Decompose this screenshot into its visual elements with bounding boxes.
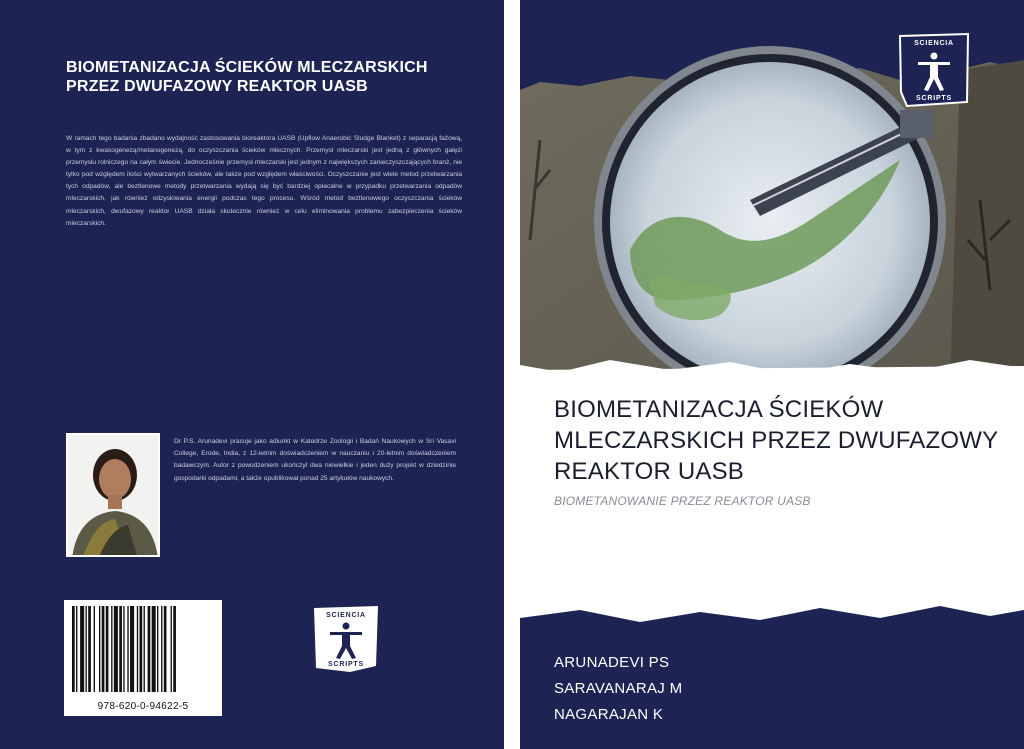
isbn-barcode — [64, 600, 222, 716]
svg-text:SCRIPTS: SCRIPTS — [916, 95, 952, 102]
back-cover — [0, 0, 504, 749]
author-photo — [66, 433, 160, 557]
book-description: W ramach tego badania zbadano wydajność zastosowania bioreaktora UASB (Upflow Anaerobic Sludge Blanket) z separacją faźową, w tym z kwasogenezą/metanogenezą, do oczyszczania ścieków mlecznych. Przemysł mleczarski jest jedną z głównych gałęzi przemysłu rolniczego na całym świecie. Jednocześnie przemysł mleczarski jest jednym z największych zanieczyszczających branż, nie tylko pod względem ilości wytwarzanych ścieków, ale także pod względem właściwości. Oczyszczanie jest wiele metod przetwarzania tych odpadów, ale beztlenowe metody przetwarzania wydają się być bardziej opłacalne w przypadku przetwarzania odpadów mleczarskich, jak również odzyskiwania energii podczas tego procesu. Wśród metod beztlenowego oczyszczania ścieków mleczarskich, dwufazowy reaktor UASB działa skutecznie również w celu eliminowania problemu zabezpieczenia ścieków mleczarskich. — [66, 135, 462, 227]
svg-text:SCIENCIA: SCIENCIA — [326, 612, 366, 619]
author-name: NAGARAJAN K — [554, 706, 664, 723]
sciencia-scripts-logo-icon — [897, 32, 971, 108]
author-list — [554, 650, 954, 728]
back-cover-title: BIOMETANIZACJA ŚCIEKÓW MLECZARSKICH PRZEZ DWUFAZOWY REAKTOR UASB — [66, 59, 428, 95]
svg-text:SCRIPTS: SCRIPTS — [328, 661, 364, 668]
book-subtitle: BIOMETANOWANIE PRZEZ REAKTOR UASB — [554, 494, 811, 508]
author-bio: Dr P.S. Arunadevi pracuje jako adiunkt w Katedrze Zoologii i Badań Naukowych w Sri Vasavi College, Erode, India, z 12-letnim doświadczeniem w nauczaniu i 20-letnim doświadczeniem badawczym. Autor z powodzeniem ukończył dwa niewielkie i jeden duży projekt w dziedzinie gospodarki odpadami, a także opublikował ponad 25 artykułów naukowych. — [174, 438, 456, 482]
front-cover — [520, 0, 1024, 749]
svg-text:SCIENCIA: SCIENCIA — [914, 40, 954, 47]
sciencia-scripts-logo-icon — [310, 602, 382, 674]
isbn-number: 978-620-0-94622-5 — [97, 701, 189, 712]
author-name: ARUNADEVI PS — [554, 654, 670, 671]
book-spine — [504, 0, 520, 749]
book-title: BIOMETANIZACJA ŚCIEKÓW MLECZARSKICH PRZEZ DWUFAZOWY REAKTOR UASB — [554, 396, 998, 485]
author-name: SARAVANARAJ M — [554, 680, 683, 697]
